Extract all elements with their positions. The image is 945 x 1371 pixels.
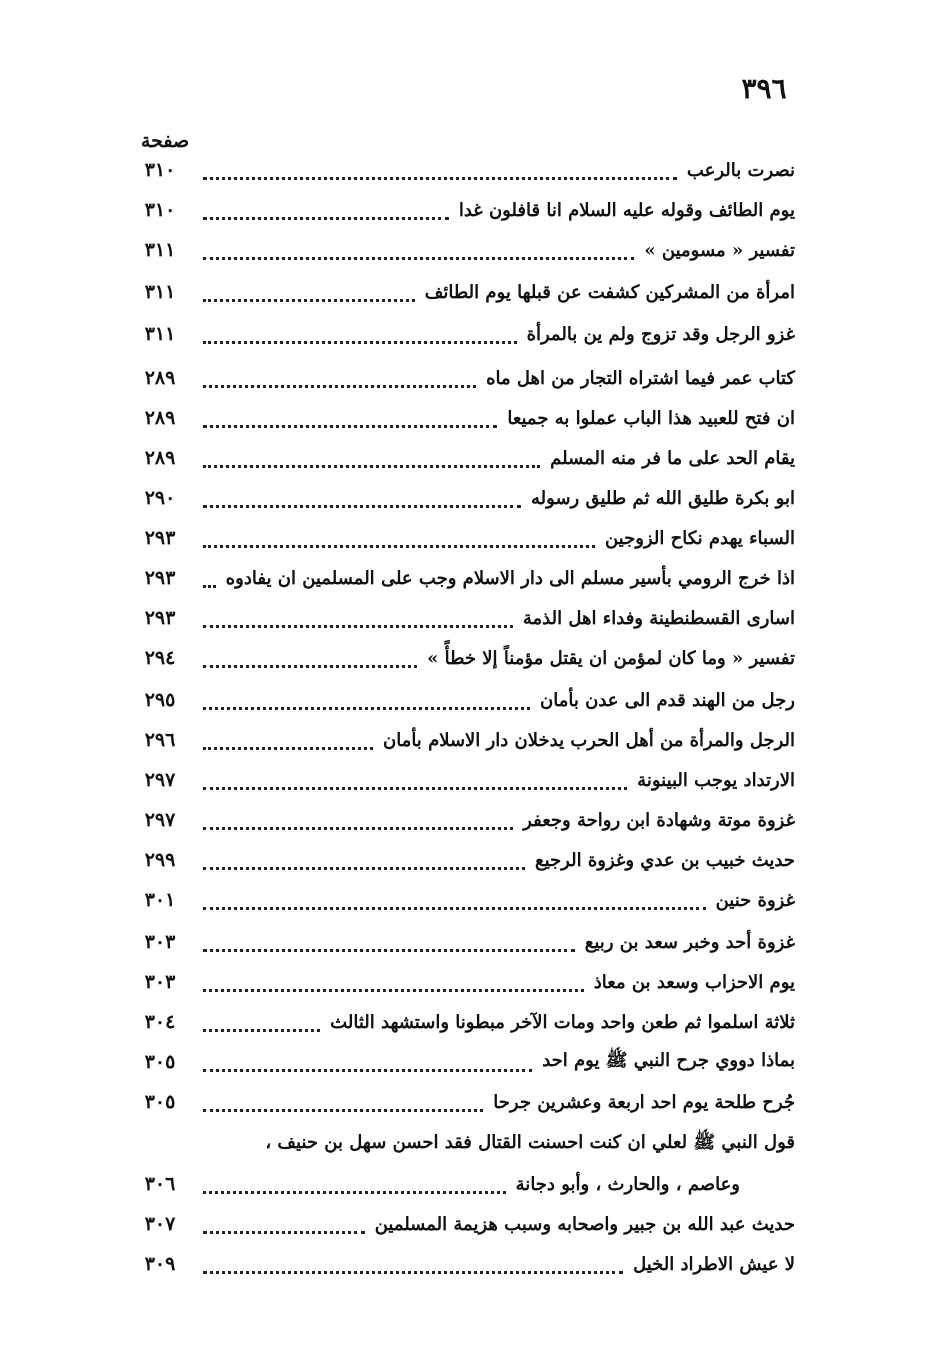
toc-entry-title: امرأة من المشركين كشفت عن قبلها يوم الطائف <box>424 281 795 303</box>
dot-leader <box>203 787 627 790</box>
dot-leader <box>203 949 575 952</box>
dot-leader <box>203 625 513 628</box>
dot-leader <box>203 217 449 220</box>
toc-page-number: ٢٨٩ <box>144 447 176 469</box>
toc-entry-title: ان فتح للعبيد هذا الباب عملوا به جميعا <box>507 407 795 429</box>
dot-leader <box>203 177 677 180</box>
toc-entry <box>125 962 795 1002</box>
toc-page-number: ٣٠٦ <box>144 1173 176 1195</box>
dot-leader <box>203 257 634 260</box>
toc-page-number: ٣١١ <box>144 323 176 345</box>
toc-entry <box>125 1082 795 1122</box>
dot-leader <box>203 341 517 344</box>
toc-entry <box>125 680 795 720</box>
toc-entry <box>125 272 795 312</box>
toc-entry <box>125 190 795 230</box>
toc-entry-title: تفسير « مسومين » <box>644 239 795 261</box>
page-column-header: صفحة <box>140 130 190 152</box>
toc-entry <box>125 230 795 270</box>
toc-entry <box>125 720 795 760</box>
toc-page-number: ٢٩٤ <box>144 647 176 669</box>
toc-page-number: ٣٠٩ <box>144 1253 176 1275</box>
toc-entry <box>125 760 795 800</box>
toc-entry <box>125 922 795 962</box>
toc-page-number: ٣١٠ <box>144 159 176 181</box>
dot-leader <box>203 1231 365 1234</box>
toc-entry-line-1 <box>125 1124 795 1164</box>
dot-leader <box>203 907 706 910</box>
toc-entry-title: ابو بكرة طليق الله ثم طليق رسوله <box>531 487 795 509</box>
toc-page-number: ٢٩٧ <box>144 769 176 791</box>
page-number: ٣٩٦ <box>741 72 787 105</box>
toc-entry-title: غزوة موتة وشهادة ابن رواحة وجعفر <box>523 809 795 831</box>
toc-entry-title: السباء يهدم نكاح الزوجين <box>604 527 795 549</box>
toc-entry-line-2 <box>125 1164 795 1204</box>
dot-leader <box>203 665 417 668</box>
toc-page-number: ٢٩٠ <box>144 487 176 509</box>
toc-entry-title: قول النبي ﷺ لعلي ان كنت احسنت القتال فقد احسن سهل بن حنيف ، <box>265 1132 795 1153</box>
toc-entry-title-continued: وعاصم ، والحارث ، وأبو دجانة <box>515 1173 740 1195</box>
toc-entry <box>125 1042 795 1082</box>
toc-entry <box>125 150 795 190</box>
toc-page-number: ٣٠٥ <box>144 1051 176 1073</box>
toc-list <box>0 150 945 1290</box>
toc-entry <box>125 558 795 598</box>
toc-entry <box>125 518 795 558</box>
toc-entry-title: نصرت بالرعب <box>686 159 795 181</box>
toc-page-number: ٢٩٩ <box>144 849 176 871</box>
toc-page-number: ٣٠٥ <box>144 1091 176 1113</box>
dot-leader <box>203 585 216 588</box>
toc-page-number: ٢٩٣ <box>144 607 176 629</box>
toc-entry-title: غزوة حنين <box>715 889 795 911</box>
toc-entry-title: ثلاثة اسلموا ثم طعن واحد ومات الآخر مبطونا واستشهد الثالث <box>330 1011 795 1033</box>
toc-page-number: ٣٠١ <box>144 889 176 911</box>
dot-leader <box>203 1271 623 1274</box>
toc-page-number: ٣٠٣ <box>144 971 176 993</box>
toc-entry-title: غزو الرجل وقد تزوج ولم ين بالمرأة <box>526 323 795 345</box>
dot-leader <box>203 747 373 750</box>
toc-page-number: ٢٩٥ <box>144 689 176 711</box>
toc-entry-title: يقام الحد على ما فر منه المسلم <box>550 447 795 469</box>
toc-page-number: ٢٨٩ <box>144 367 176 389</box>
dot-leader <box>203 827 513 830</box>
toc-entry-title: يوم الطائف وقوله عليه السلام انا قافلون غدا <box>458 199 795 221</box>
toc-entry <box>125 314 795 354</box>
toc-page-number: ٢٩٧ <box>144 809 176 831</box>
toc-entry <box>125 840 795 880</box>
toc-entry-title: يوم الاحزاب وسعد بن معاذ <box>593 971 795 993</box>
toc-entry-title: اذا خرج الرومي بأسير مسلم الى دار الاسلام وجب على المسلمين ان يفادوه <box>225 567 795 589</box>
toc-page-number: ٢٩٣ <box>144 567 176 589</box>
dot-leader <box>203 425 497 428</box>
toc-entry <box>125 598 795 638</box>
toc-page-number: ٣١١ <box>144 239 176 261</box>
dot-leader <box>203 385 476 388</box>
toc-page-number: ٣١٠ <box>144 199 176 221</box>
toc-entry-title: كتاب عمر فيما اشتراه التجار من اهل ماه <box>486 367 795 389</box>
toc-entry-title: حديث خبيب بن عدي وغزوة الرجيع <box>535 849 795 871</box>
toc-entry <box>125 638 795 678</box>
toc-page-number: ٢٩٣ <box>144 527 176 549</box>
dot-leader <box>203 299 415 302</box>
toc-entry-title: تفسير « وما كان لمؤمن ان يقتل مؤمناً إلا خطأً » <box>427 647 795 669</box>
toc-entry <box>125 478 795 518</box>
toc-entry <box>125 800 795 840</box>
toc-entry-title: حديث عبد الله بن جبير واصحابه وسبب هزيمة المسلمين <box>374 1213 795 1235</box>
toc-entry-title: اسارى القسطنطينة وفداء اهل الذمة <box>522 607 795 629</box>
toc-entry-title: الرجل والمرأة من أهل الحرب يدخلان دار الاسلام بأمان <box>382 729 795 751</box>
toc-entry <box>125 398 795 438</box>
toc-entry <box>125 1244 795 1284</box>
toc-entry <box>125 880 795 920</box>
toc-entry-title: جُرح طلحة يوم احد اربعة وعشرين جرحا <box>493 1091 795 1113</box>
toc-page-number: ٣٠٤ <box>144 1011 176 1033</box>
dot-leader <box>203 707 530 710</box>
dot-leader <box>203 545 595 548</box>
toc-entry-title: لا عيش الاطراد الخيل <box>633 1253 795 1275</box>
dot-leader <box>203 1069 532 1072</box>
dot-leader <box>203 867 525 870</box>
toc-entry <box>125 358 795 398</box>
dot-leader <box>203 1109 483 1112</box>
toc-entry-title: رجل من الهند قدم الى عدن بأمان <box>540 689 795 711</box>
toc-entry <box>125 438 795 478</box>
toc-entry-title: غزوة أحد وخبر سعد بن ربيع <box>584 931 795 953</box>
toc-page-number: ٣٠٣ <box>144 931 176 953</box>
dot-leader <box>203 1191 506 1194</box>
toc-page-number: ٢٩٦ <box>144 729 176 751</box>
toc-entry-title: بماذا دووي جرح النبي ﷺ يوم احد <box>542 1050 795 1071</box>
toc-page-number: ٣١١ <box>144 281 176 303</box>
dot-leader <box>203 505 521 508</box>
dot-leader <box>203 989 584 992</box>
toc-entry <box>125 1002 795 1042</box>
dot-leader <box>203 1029 320 1032</box>
toc-page-number: ٢٨٩ <box>144 407 176 429</box>
toc-entry-title: الارتداد يوجب البينونة <box>637 769 795 791</box>
toc-page-number: ٣٠٧ <box>144 1213 176 1235</box>
toc-entry <box>125 1204 795 1244</box>
dot-leader <box>203 465 540 468</box>
